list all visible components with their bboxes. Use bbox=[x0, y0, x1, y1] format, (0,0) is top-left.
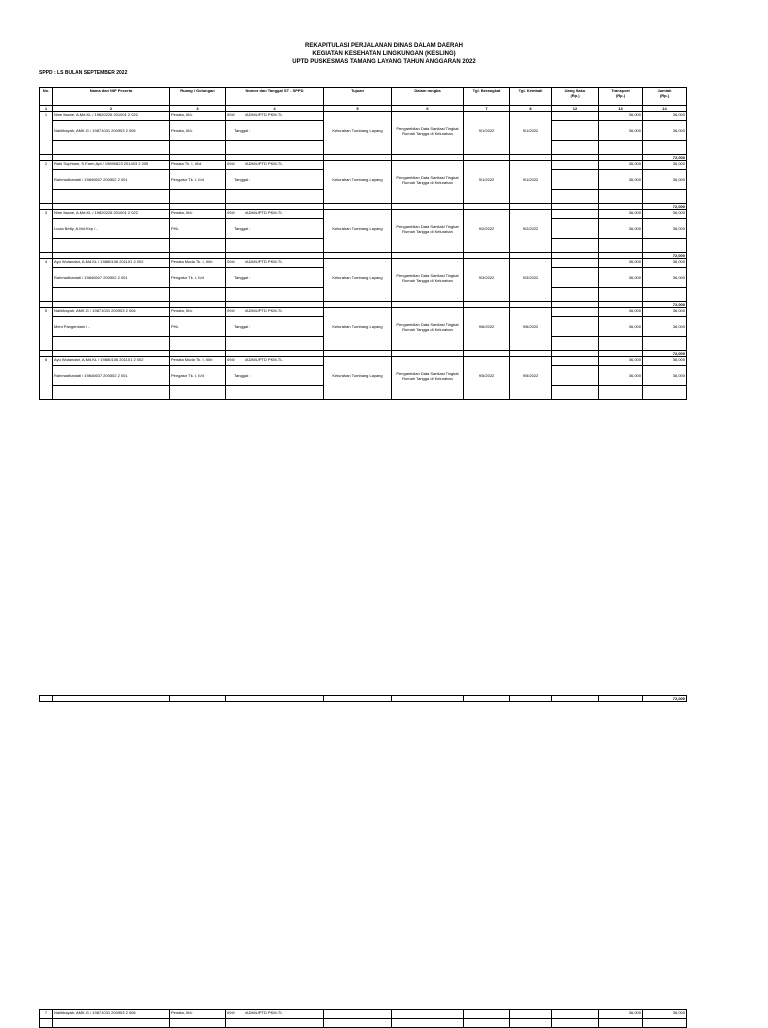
total-amount: 36,000 bbox=[643, 317, 687, 337]
participant-name: Lucia Betty, A.Md.Kep / - bbox=[53, 219, 170, 239]
sppd-date: Tanggal : bbox=[226, 170, 324, 190]
entry-total: 72,000 bbox=[643, 351, 687, 357]
participant-rank: Penata Tk. I, III/d bbox=[170, 161, 226, 170]
entry-no: 1 bbox=[40, 112, 53, 121]
participant-name: Nine Ilsane, A.Md.KL / 19820226 201001 2 022 bbox=[53, 112, 170, 121]
participant-name: Rahmadhaniati / 19840607 200502 2 001 bbox=[53, 170, 170, 190]
departure-date: 9/6/2022 bbox=[464, 317, 510, 337]
report-title-line2: KEGIATAN KESEHATAN LINGKUNGAN (KESLING) bbox=[312, 51, 456, 57]
col-uang: Uang Saku (Rp.) bbox=[552, 88, 599, 106]
departure-date: 9/2/2022 bbox=[464, 219, 510, 239]
sppd-number: 094/ /ADM/UPTD PKM-TL bbox=[226, 161, 324, 170]
column-index: 14 bbox=[643, 106, 687, 112]
column-index: 7 bbox=[464, 106, 510, 112]
entry-row bbox=[40, 121, 687, 141]
entry-no: 6 bbox=[40, 357, 53, 366]
departure-date: 9/1/2022 bbox=[464, 121, 510, 141]
sppd-label: SPPD : LS BULAN SEPTEMBER 2022 bbox=[39, 70, 128, 76]
purpose: Pengambilan Data Sanitasi Tingkat Rumah Tangga di Kelurahan bbox=[392, 121, 464, 141]
destination: Kelurahan Tumbang Layang bbox=[324, 317, 392, 337]
total-amount: 36,000 bbox=[643, 1010, 687, 1019]
purpose: Pengambilan Data Sanitasi Tingkat Rumah Tangga di Kelurahan bbox=[392, 170, 464, 190]
participant-rank: Penata, III/c bbox=[170, 1010, 226, 1019]
col-kembali: Tgl. Kembali bbox=[510, 88, 552, 106]
transport-amount: 36,000 bbox=[599, 357, 643, 366]
recap-table bbox=[39, 87, 687, 400]
participant-rank: PHL bbox=[170, 219, 226, 239]
entry-no: 3 bbox=[40, 210, 53, 219]
purpose: Pengambilan Data Sanitasi Tingkat Rumah Tangga di Kelurahan bbox=[392, 366, 464, 386]
participant-rank: Penata, III/c bbox=[170, 308, 226, 317]
total-amount: 36,000 bbox=[643, 161, 687, 170]
sppd-date: Tanggal : bbox=[226, 317, 324, 337]
header-row bbox=[40, 88, 687, 106]
transport-amount: 36,000 bbox=[599, 219, 643, 239]
report-title-line1: REKAPITULASI PERJALANAN DINAS DALAM DAERAH bbox=[304, 43, 463, 49]
entry-row bbox=[40, 170, 687, 190]
column-index: 8 bbox=[510, 106, 552, 112]
entry-total: 72,000 bbox=[643, 253, 687, 259]
destination: Kelurahan Tumbang Layang bbox=[324, 170, 392, 190]
column-index: 1 bbox=[40, 106, 53, 112]
sppd-date: Tanggal : bbox=[226, 268, 324, 288]
participant-name: Ayu Wulandari, A.Md.KL / 19880106 201101 2 002 bbox=[53, 357, 170, 366]
participant-rank: PHL bbox=[170, 317, 226, 337]
sppd-date: Tanggal : bbox=[226, 366, 324, 386]
transport-amount: 36,000 bbox=[599, 161, 643, 170]
participant-rank: Penata, III/c bbox=[170, 210, 226, 219]
transport-amount: 36,000 bbox=[599, 308, 643, 317]
entry-row bbox=[40, 219, 687, 239]
sppd-date: Tanggal : bbox=[226, 121, 324, 141]
col-jumlah: Jumlah (Rp.) bbox=[643, 88, 687, 106]
participant-name: Nine Ilsane, A.Md.KL / 19820226 201001 2 022 bbox=[53, 210, 170, 219]
entry-row bbox=[40, 112, 687, 121]
participant-name: Ayu Wulandari, A.Md.KL / 19880106 201101 2 002 bbox=[53, 259, 170, 268]
sppd-number: 094/ /ADM/UPTD PKM-TL bbox=[226, 210, 324, 219]
departure-date: 9/5/2022 bbox=[464, 366, 510, 386]
transport-amount: 36,000 bbox=[599, 112, 643, 121]
sppd-number: 094/ /ADM/UPTD PKM-TL bbox=[226, 1010, 324, 1019]
entry-total: 72,000 bbox=[643, 302, 687, 308]
participant-rank: Penata, III/c bbox=[170, 112, 226, 121]
column-index: 3 bbox=[170, 106, 226, 112]
column-index: 12 bbox=[552, 106, 599, 112]
col-nomor: Nomor dan Tanggal ST - SPPD bbox=[226, 88, 324, 106]
participant-rank: Penata, III/c bbox=[170, 121, 226, 141]
total-amount: 36,000 bbox=[643, 121, 687, 141]
participant-rank: Pengatur Tk. I, II/d bbox=[170, 170, 226, 190]
entry-row bbox=[40, 161, 687, 170]
column-index: 13 bbox=[599, 106, 643, 112]
return-date: 9/5/2022 bbox=[510, 366, 552, 386]
sppd-date: Tanggal : bbox=[226, 219, 324, 239]
destination: Kelurahan Tumbang Layang bbox=[324, 121, 392, 141]
total-amount: 36,000 bbox=[643, 357, 687, 366]
transport-amount: 36,000 bbox=[599, 170, 643, 190]
departure-date: 9/3/2022 bbox=[464, 268, 510, 288]
column-index: 6 bbox=[392, 106, 464, 112]
entry-row bbox=[40, 268, 687, 288]
entry-no: 2 bbox=[40, 161, 53, 170]
return-date: 9/1/2022 bbox=[510, 121, 552, 141]
participant-rank: Pengatur Tk. I, II/d bbox=[170, 366, 226, 386]
purpose: Pengambilan Data Sanitasi Tingkat Rumah Tangga di Kelurahan bbox=[392, 268, 464, 288]
departure-date: 9/1/2022 bbox=[464, 170, 510, 190]
column-index: 2 bbox=[53, 106, 170, 112]
total-amount: 36,000 bbox=[643, 308, 687, 317]
participant-name: Rahmadhaniati / 19840607 200502 2 001 bbox=[53, 268, 170, 288]
transport-amount: 36,000 bbox=[599, 210, 643, 219]
entry-row bbox=[40, 317, 687, 337]
total-amount: 36,000 bbox=[643, 210, 687, 219]
entry-row bbox=[40, 357, 687, 366]
transport-amount: 36,000 bbox=[599, 366, 643, 386]
return-date: 9/1/2022 bbox=[510, 170, 552, 190]
return-date: 9/2/2022 bbox=[510, 219, 552, 239]
sppd-number: 094/ /ADM/UPTD PKM-TL bbox=[226, 357, 324, 366]
col-berangkat: Tgl. Berangkat bbox=[464, 88, 510, 106]
col-dalam: Dalam rangka bbox=[392, 88, 464, 106]
entry-row bbox=[40, 366, 687, 386]
participant-rank: Penata Muda Tk. I, III/b bbox=[170, 259, 226, 268]
participant-name: Meni Pangemiani / - bbox=[53, 317, 170, 337]
report-title-line3: UPTD PUSKESMAS TAMANG LAYANG TAHUN ANGGARAN 2022 bbox=[292, 59, 476, 65]
transport-amount: 36,000 bbox=[599, 121, 643, 141]
purpose: Pengambilan Data Sanitasi Tingkat Rumah Tangga di Kelurahan bbox=[392, 219, 464, 239]
column-index: 5 bbox=[324, 106, 392, 112]
return-date: 9/6/2022 bbox=[510, 317, 552, 337]
total-amount: 36,000 bbox=[643, 366, 687, 386]
total-amount: 36,000 bbox=[643, 268, 687, 288]
sppd-number: 094/ /ADM/UPTD PKM-TL bbox=[226, 259, 324, 268]
col-no: No. bbox=[40, 88, 53, 106]
col-ruang: Ruang / Golongan bbox=[170, 88, 226, 106]
destination: Kelurahan Tumbang Layang bbox=[324, 219, 392, 239]
participant-name: Rahi Sophiam, S.Farm,Apt / 19890823 201403 2 005 bbox=[53, 161, 170, 170]
column-index: 4 bbox=[226, 106, 324, 112]
purpose: Pengambilan Data Sanitasi Tingkat Rumah Tangga di Kelurahan bbox=[392, 317, 464, 337]
entry-no: 5 bbox=[40, 308, 53, 317]
total-amount: 36,000 bbox=[643, 219, 687, 239]
participant-name: Nahlibayah, AMK.G / 19871031 200903 2 006 bbox=[53, 1010, 170, 1019]
entry-no: 7 bbox=[40, 1010, 53, 1019]
total-amount: 36,000 bbox=[643, 170, 687, 190]
return-date: 9/3/2022 bbox=[510, 268, 552, 288]
sppd-number: 094/ /ADM/UPTD PKM-TL bbox=[226, 112, 324, 121]
participant-rank: Penata Muda Tk. I, III/b bbox=[170, 357, 226, 366]
participant-rank: Pengatur Tk. I, II/d bbox=[170, 268, 226, 288]
entry-7 bbox=[39, 1009, 687, 1028]
entry-row bbox=[40, 259, 687, 268]
transport-amount: 36,000 bbox=[599, 1010, 643, 1019]
col-transport: Transport (Rp.) bbox=[599, 88, 643, 106]
destination: Kelurahan Tumbang Layang bbox=[324, 366, 392, 386]
entry-total: 72,000 bbox=[643, 204, 687, 210]
entry-row bbox=[40, 308, 687, 317]
participant-name: Nahlibayah, AMK.G / 19871031 200903 2 006 bbox=[53, 121, 170, 141]
page-total-row bbox=[39, 695, 687, 702]
destination: Kelurahan Tumbang Layang bbox=[324, 268, 392, 288]
total-amount: 36,000 bbox=[643, 259, 687, 268]
sppd-number: 094/ /ADM/UPTD PKM-TL bbox=[226, 308, 324, 317]
entry-row bbox=[40, 210, 687, 219]
transport-amount: 36,000 bbox=[599, 268, 643, 288]
mid-total: 72,000 bbox=[643, 696, 687, 702]
participant-name: Rahmadhaniati / 19840607 200502 2 001 bbox=[53, 366, 170, 386]
entry-no: 4 bbox=[40, 259, 53, 268]
transport-amount: 36,000 bbox=[599, 317, 643, 337]
col-tujuan: Tujuan bbox=[324, 88, 392, 106]
entry-total: 72,000 bbox=[643, 155, 687, 161]
total-amount: 36,000 bbox=[643, 112, 687, 121]
col-nama: Nama dan NIP Peserta bbox=[53, 88, 170, 106]
participant-name: Nahlibayah, AMK.G / 19871031 200903 2 006 bbox=[53, 308, 170, 317]
transport-amount: 36,000 bbox=[599, 259, 643, 268]
